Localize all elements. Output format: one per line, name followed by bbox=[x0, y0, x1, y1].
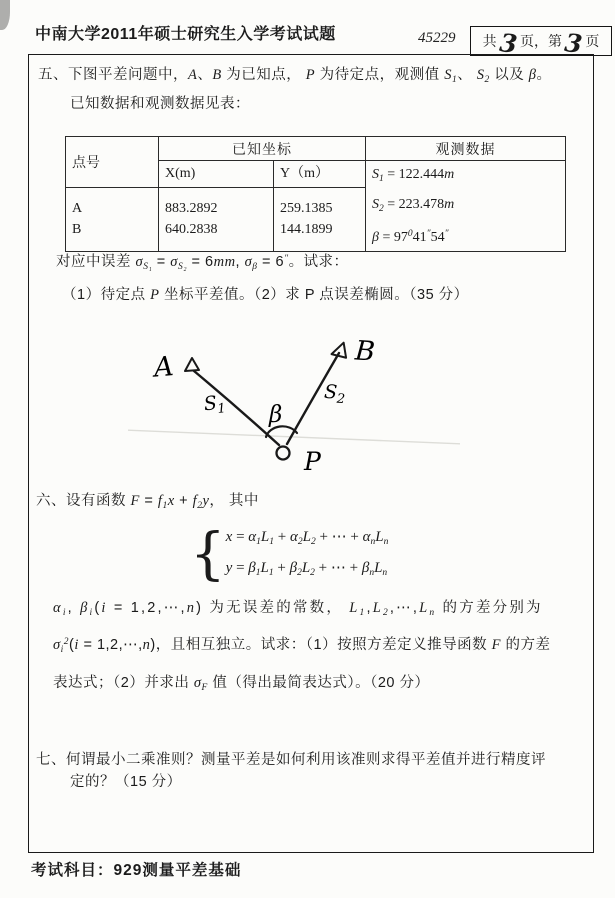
q7-text-line2: 定的？（15 分） bbox=[70, 774, 182, 790]
page-count-box bbox=[470, 26, 612, 59]
pages-total-handwritten: 3 bbox=[497, 27, 519, 59]
col-header-observations: 观测数据 bbox=[366, 137, 566, 161]
label-s2: $S_2$ bbox=[323, 380, 346, 408]
pages-prefix: 共 bbox=[482, 33, 497, 49]
pages-current-handwritten: 3 bbox=[563, 27, 584, 59]
equation-y: $y = \beta_1L_1 + \beta_2L_2$ + ⋯ + $\beta_nL_n$ bbox=[225, 560, 388, 578]
col-header-x: X(m) bbox=[159, 161, 274, 188]
page-title: 中南大学2011年硕士研究生入学考试试题 bbox=[35, 26, 336, 43]
point-b-triangle-marker bbox=[332, 341, 350, 358]
q6-text-line2: $\alpha_i$, $\beta_i(i$ = 1,2,⋯,n) 为无误差的常数， $L_1,L_2,\cdots,L_n$ 的方差分别为 bbox=[53, 600, 543, 618]
label-s1: $S_1$ bbox=[202, 392, 227, 417]
obs-beta: $\beta = 97^041''54''$ bbox=[372, 229, 449, 245]
col-header-point: 点号 bbox=[66, 137, 159, 188]
point-id-a: A bbox=[72, 201, 83, 217]
known-data-table bbox=[65, 136, 566, 252]
pages-suffix: 页 bbox=[585, 33, 600, 49]
obs-s2: $S_2 = 223.478m$ bbox=[372, 197, 455, 214]
survey-sketch-diagram bbox=[128, 318, 460, 490]
q6-intro-line: 六、设有函数 $F = f_1x + f_2y$， 其中 bbox=[36, 493, 259, 511]
q6-text-line4: 表达式；（2）并求出 $\sigma_F$ 值（得出最简表达式）。（20 分） bbox=[53, 675, 430, 693]
point-p-circle-marker bbox=[277, 447, 290, 460]
x-value-a: 883.2892 bbox=[165, 201, 218, 217]
y-values-cell bbox=[274, 187, 366, 251]
point-id-cell bbox=[66, 187, 159, 251]
footer-subject: 考试科目：929测量平差基础 bbox=[31, 862, 242, 879]
pages-mid: 页，第 bbox=[520, 33, 562, 49]
q5-intro-line1: 五、下图平差问题中，A、B 为已知点， P 为待定点，观测值 $S_1$、 $S_2$ 以及 β。 bbox=[38, 67, 552, 85]
point-id-b: B bbox=[72, 222, 82, 238]
label-beta: β bbox=[269, 402, 283, 428]
equation-lines bbox=[226, 524, 389, 586]
q7-text-line1: 七、何谓最小二乘准则？测量平差是如何利用该准则求得平差值并进行精度评 bbox=[36, 752, 546, 768]
label-point-p: P bbox=[304, 447, 321, 476]
observation-values-cell bbox=[366, 161, 566, 252]
point-a-triangle-marker bbox=[185, 358, 199, 371]
col-header-known-coords: 已知坐标 bbox=[159, 137, 366, 161]
q6-equation-system bbox=[190, 524, 388, 586]
label-point-a: A bbox=[152, 351, 175, 384]
scan-smudge bbox=[0, 0, 10, 30]
equation-brace: { bbox=[190, 522, 226, 587]
obs-s1: $S_1 = 122.444m$ bbox=[372, 167, 455, 184]
q5-intro-line2: 已知数据和观测数据见表： bbox=[70, 96, 250, 112]
x-value-b: 640.2838 bbox=[165, 222, 218, 238]
y-value-b: 144.1899 bbox=[280, 222, 333, 238]
label-point-b: B bbox=[353, 335, 376, 368]
y-value-a: 259.1385 bbox=[280, 201, 333, 217]
col-header-y: Y（m） bbox=[274, 161, 366, 188]
q5-sigma-line: 对应中误差 $\sigma_{S_1} = \sigma_{S_2} = 6mm$, $\sigma_\beta = 6''$。试求： bbox=[56, 254, 349, 272]
equation-x: $x = \alpha_1L_1 + \alpha_2L_2$ + ⋯ + $\alpha_nL_n$ bbox=[225, 529, 389, 547]
x-values-cell bbox=[159, 187, 274, 251]
q6-text-line3: $\sigma_i^2(i$ = 1,2,⋯,n)，且相互独立。试求：（1）按照方差定义推导函数 F 的方差 bbox=[53, 637, 551, 655]
q5-tasks-line: （1）待定点 P 坐标平差值。（2）求 P 点误差椭圆。（35 分） bbox=[62, 287, 469, 303]
exam-code: 45229 bbox=[418, 30, 456, 46]
